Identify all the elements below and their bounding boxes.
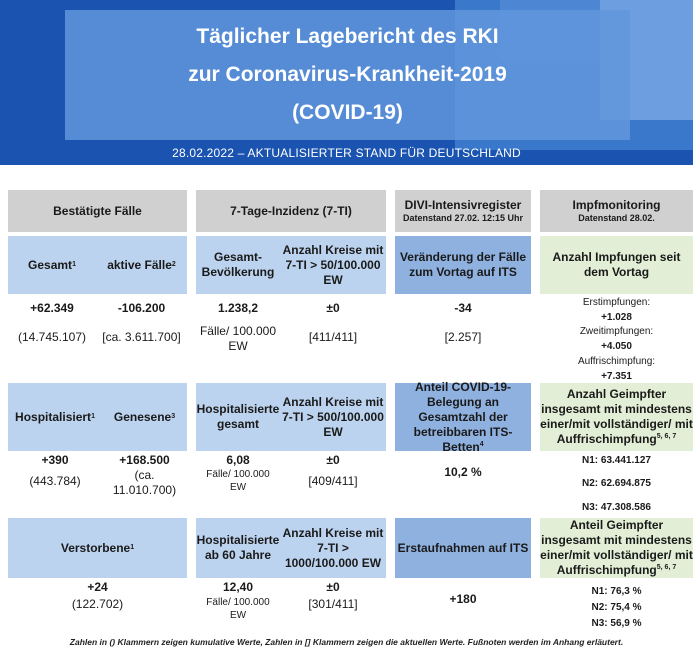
value-verstorbene: +24 [87, 580, 108, 594]
col-header-divi [395, 190, 531, 232]
value-kreise-50: ±0 [326, 301, 340, 315]
value-divi-anteil: 10,2 % [444, 465, 482, 479]
impfungen-vortag-list [540, 296, 693, 384]
label-kreise-500: Anzahl Kreise mit 7-TI > 500/100.000 EW [280, 383, 386, 451]
auffrischimpfung-label: Auffrischimpfung: [577, 355, 656, 367]
report-title [65, 18, 630, 132]
divi-title: DIVI-Intensivregister [404, 198, 522, 212]
label-erstaufnahmen: Erstaufnahmen auf ITS [395, 518, 531, 578]
label-divi-anteil: Anteil COVID-19-Belegung an Gesamtzahl der betreibbaren ITS-Betten$^4$ [395, 383, 531, 451]
label-aktive-faelle: aktive Fälle 2 [96, 236, 187, 294]
zweitimpfungen-value: +4.050 [601, 341, 632, 353]
value-hospitalisierte-gesamt: 6,08 [226, 453, 250, 467]
label-kreise-50: Anzahl Kreise mit 7-TI > 50/100.000 EW [280, 236, 386, 294]
value-aktive-faelle-aktuell: [ca. 3.611.700] [102, 330, 181, 344]
value-gesamt-kumulativ: (14.745.107) [17, 330, 87, 344]
title-line-2: zur Coronavirus-Krankheit-2019 [188, 63, 507, 86]
value-gesamt: +62.349 [30, 301, 74, 315]
auffrischimpfung-value: +7.351 [601, 370, 632, 382]
value-genesene: +168.500 [119, 453, 170, 467]
value-inzidenz: 1.238,2 [217, 301, 259, 315]
value-verstorbene-kumulativ: (122.702) [71, 597, 124, 611]
report-header [0, 0, 693, 165]
value-divi-aktuell: [2.257] [444, 330, 482, 344]
impf-stand: Datenstand 28.02. [578, 213, 655, 223]
value-kreise-50-aktuell: [411/411] [308, 330, 358, 344]
divi-stand: Datenstand 27.02. 12:15 Uhr [402, 213, 524, 223]
unit-hospitalisierte-gesamt: Fälle/ 100.000 EW [206, 469, 270, 493]
value-n2-anteil: N2: 75,4 % [591, 602, 642, 613]
value-kreise-500: ±0 [326, 453, 340, 467]
value-divi-veraenderung: -34 [454, 301, 472, 315]
label-hospitalisierte-gesamt: Hospitalisierte gesamt [196, 383, 280, 451]
label-divi-veraenderung: Veränderung der Fälle zum Vortag auf ITS [395, 236, 531, 294]
value-n3-anteil: N3: 56,9 % [591, 618, 642, 629]
col-header-faelle: Bestätigte Fälle [8, 190, 187, 232]
erstimpfungen-label: Erstimpfungen: [582, 297, 651, 308]
label-gesamt-bevoelkerung: Gesamt-Bevölkerung [196, 236, 280, 294]
value-kreise-1000-aktuell: [301/411] [308, 597, 358, 611]
label-genesene: Genesene 3 [102, 383, 187, 451]
zweitimpfungen-label: Zweitimpfungen: [579, 326, 654, 338]
unit-hospitalisierte-60: Fälle/ 100.000 EW [206, 597, 270, 621]
label-kreise-1000: Anzahl Kreise mit 7-TI > 1000/100.000 EW [280, 518, 386, 578]
title-line-3: (COVID-19) [292, 101, 403, 124]
col-header-impf [540, 190, 693, 232]
value-hospitalisierte-60: 12,40 [222, 580, 254, 594]
value-hospitalisiert: +390 [41, 453, 69, 467]
label-hospitalisierte-60: Hospitalisierte ab 60 Jahre [196, 518, 280, 578]
footnote: Zahlen in () Klammern zeigen kumulative Werte, Zahlen in [] Klammern zeigen die aktuellen Werte. Fußnoten werden im Anhang erläutert. [69, 637, 624, 647]
value-n1-anteil: N1: 76,3 % [591, 586, 642, 597]
unit-inzidenz: Fälle/ 100.000 EW [199, 324, 277, 353]
value-n1-geimpfte: N1: 63.441.127 [582, 455, 651, 466]
value-erstaufnahmen: +180 [449, 592, 477, 606]
impf-title: Impfmonitoring [572, 198, 661, 212]
erstimpfungen-value: +1.028 [601, 311, 632, 323]
label-hospitalisiert: Hospitalisiert 1 [8, 383, 102, 451]
value-genesene-kumulativ: (ca. 11.010.700) [112, 468, 177, 497]
label-verstorbene: Verstorbene 1 [8, 518, 187, 578]
col-header-inzidenz: 7-Tage-Inzidenz (7-TI) [196, 190, 386, 232]
value-aktive-faelle: -106.200 [117, 301, 166, 315]
title-line-1: Täglicher Lagebericht des RKI [196, 25, 499, 48]
label-anzahl-geimpfter: Anzahl Geimpfter insgesamt mit mindestens einer/mit vollständiger/ mit Auffrischimpfung$^{5, 6, 7}$ [540, 383, 693, 451]
value-n2-geimpfte: N2: 62.694.875 [582, 478, 651, 489]
value-hospitalisiert-kumulativ: (443.784) [29, 474, 81, 488]
report-date-subtitle: 28.02.2022 – AKTUALISIERTER STAND FÜR DEUTSCHLAND [172, 146, 521, 160]
label-impfungen-vortag: Anzahl Impfungen seit dem Vortag [540, 236, 693, 294]
label-anteil-geimpfter: Anteil Geimpfter insgesamt mit mindestens einer/mit vollständiger/ mit Auffrischimpfung$^{5, 6, 7}$ [540, 518, 693, 577]
value-n3-geimpfte: N3: 47.308.586 [582, 502, 651, 513]
value-kreise-500-aktuell: [409/411] [308, 474, 358, 488]
value-kreise-1000: ±0 [326, 580, 340, 594]
label-gesamt: Gesamt 1 [8, 236, 96, 294]
